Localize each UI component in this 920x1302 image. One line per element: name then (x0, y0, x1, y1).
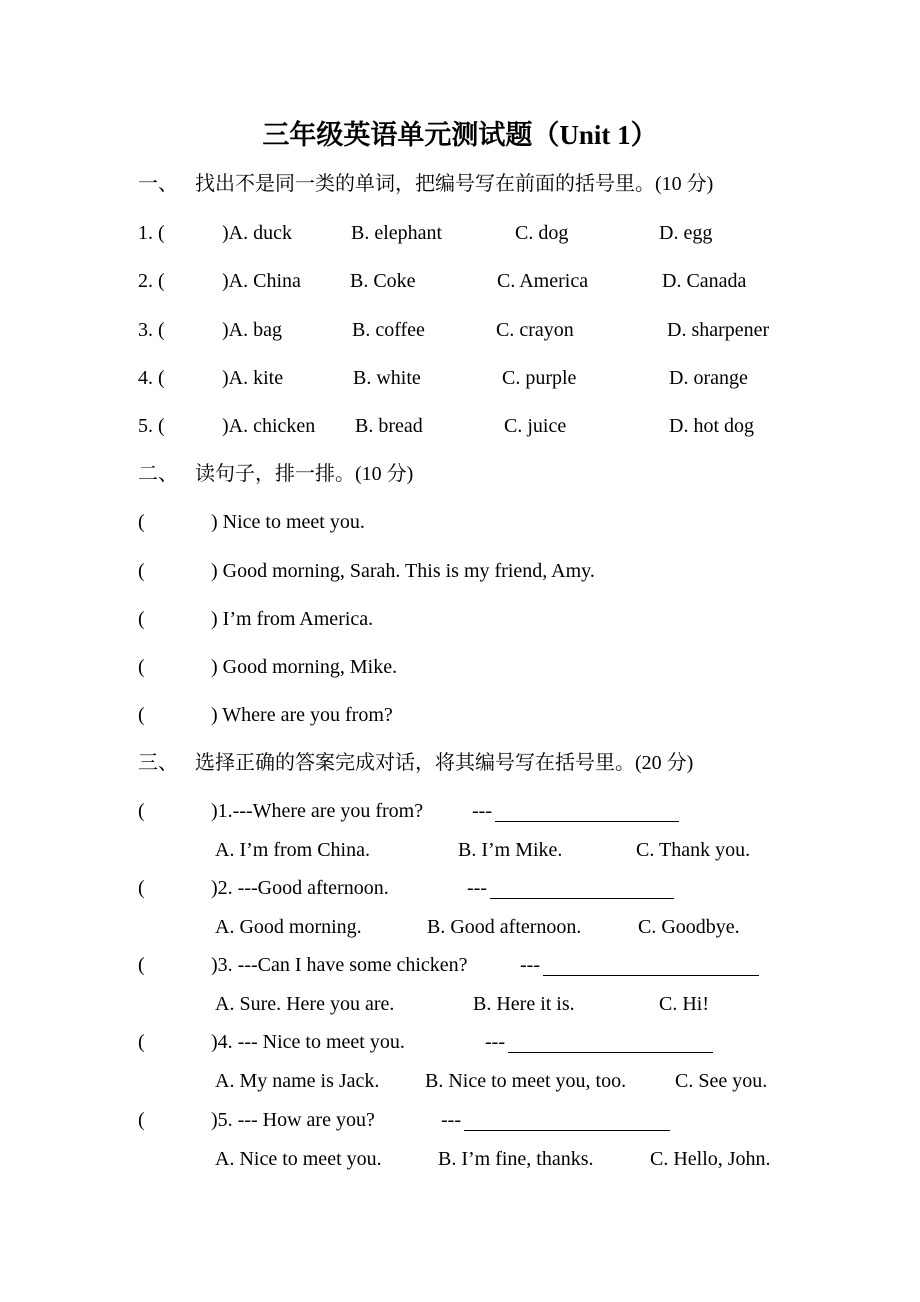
question-number: 5. ( (138, 415, 165, 437)
sentence-text: ) Good morning, Sarah. This is my friend, Amy. (211, 560, 595, 582)
sentence-text: ) Nice to meet you. (211, 511, 365, 533)
choice-b: B. I’m Mike. (458, 839, 563, 861)
choice-a: A. Nice to meet you. (215, 1148, 382, 1170)
option-b: B. bread (355, 415, 423, 437)
option-c: C. dog (515, 222, 569, 244)
option-c: C. purple (502, 367, 577, 389)
sentence-text: ) I’m from America. (211, 608, 374, 630)
option-d: D. orange (669, 367, 748, 389)
reply-dash: --- (472, 800, 492, 822)
question-text: )2. ---Good afternoon. (211, 877, 389, 899)
question-number: 3. ( (138, 319, 165, 341)
option-d: D. sharpener (667, 319, 770, 341)
section-1-instruction: 找出不是同一类的单词，把编号写在前面的括号里。(10 分) (195, 173, 714, 195)
choice-b: B. Nice to meet you, too. (425, 1070, 627, 1092)
question-text: )3. ---Can I have some chicken? (211, 954, 468, 976)
page-title: 三年级英语单元测试题（Unit 1） (262, 120, 658, 150)
choice-c: C. See you. (675, 1070, 768, 1092)
option-a: )A. chicken (222, 415, 316, 437)
option-d: D. hot dog (669, 415, 754, 437)
reply-dash: --- (441, 1109, 461, 1131)
answer-blank (508, 1032, 713, 1053)
answer-blank (543, 955, 759, 976)
option-b: B. coffee (352, 319, 425, 341)
choice-a: A. Good morning. (215, 916, 362, 938)
answer-bracket: ( (138, 608, 145, 630)
choice-b: B. Here it is. (473, 993, 575, 1015)
question-number: 1. ( (138, 222, 165, 244)
answer-bracket: ( (138, 800, 145, 822)
choice-c: C. Thank you. (636, 839, 751, 861)
answer-bracket: ( (138, 954, 145, 976)
choice-c: C. Hi! (659, 993, 709, 1015)
answer-blank (464, 1110, 670, 1131)
choice-c: C. Goodbye. (638, 916, 740, 938)
option-d: D. egg (659, 222, 713, 244)
answer-bracket: ( (138, 560, 145, 582)
question-text: )1.---Where are you from? (211, 800, 424, 822)
option-a: )A. duck (222, 222, 292, 244)
answer-bracket: ( (138, 1109, 145, 1131)
option-a: )A. bag (222, 319, 282, 341)
answer-blank (490, 878, 674, 899)
sentence-text: ) Good morning, Mike. (211, 656, 398, 678)
choice-b: B. Good afternoon. (427, 916, 582, 938)
section-2-instruction: 读句子，排一排。(10 分) (195, 463, 414, 485)
choice-a: A. Sure. Here you are. (215, 993, 395, 1015)
option-b: B. Coke (350, 270, 416, 292)
answer-bracket: ( (138, 704, 145, 726)
option-b: B. white (353, 367, 421, 389)
option-c: C. crayon (496, 319, 574, 341)
answer-blank (495, 801, 679, 822)
option-a: )A. China (222, 270, 301, 292)
option-c: C. juice (504, 415, 567, 437)
choice-a: A. I’m from China. (215, 839, 370, 861)
section-1-number: 一、 (138, 173, 178, 195)
question-number: 4. ( (138, 367, 165, 389)
choice-a: A. My name is Jack. (215, 1070, 380, 1092)
section-2-number: 二、 (138, 463, 178, 485)
choice-b: B. I’m fine, thanks. (438, 1148, 594, 1170)
answer-bracket: ( (138, 1031, 145, 1053)
choice-c: C. Hello, John. (650, 1148, 771, 1170)
section-3-instruction: 选择正确的答案完成对话，将其编号写在括号里。(20 分) (195, 752, 694, 774)
reply-dash: --- (485, 1031, 505, 1053)
reply-dash: --- (520, 954, 540, 976)
question-text: )4. --- Nice to meet you. (211, 1031, 405, 1053)
option-a: )A. kite (222, 367, 284, 389)
option-b: B. elephant (351, 222, 443, 244)
option-d: D. Canada (662, 270, 747, 292)
question-number: 2. ( (138, 270, 165, 292)
question-text: )5. --- How are you? (211, 1109, 375, 1131)
answer-bracket: ( (138, 511, 145, 533)
answer-bracket: ( (138, 877, 145, 899)
section-3-number: 三、 (138, 752, 178, 774)
reply-dash: --- (467, 877, 487, 899)
option-c: C. America (497, 270, 589, 292)
answer-bracket: ( (138, 656, 145, 678)
sentence-text: ) Where are you from? (211, 704, 393, 726)
